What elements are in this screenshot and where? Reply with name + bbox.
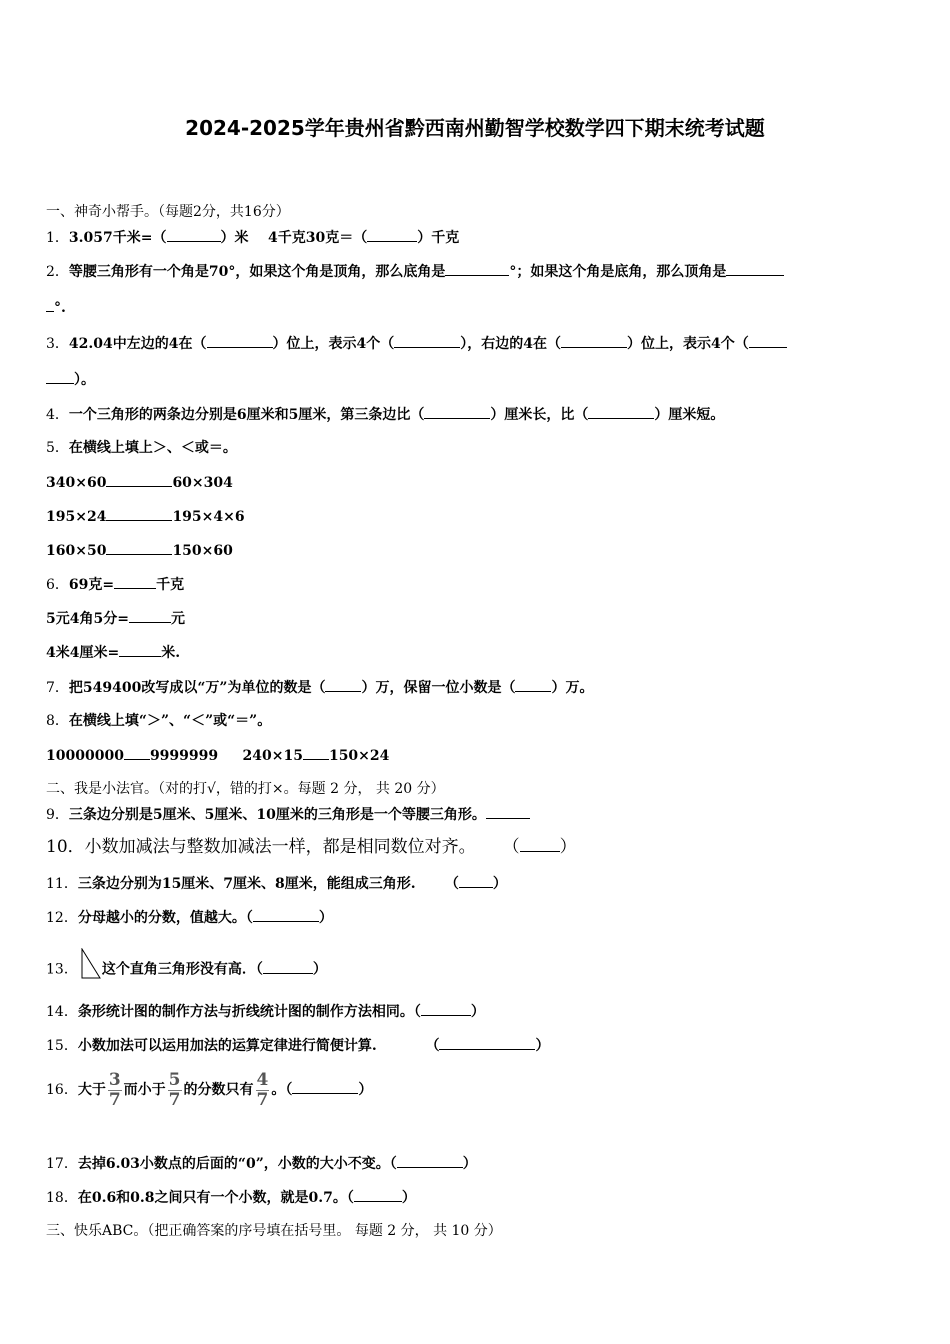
question-2 [46,261,784,282]
q8-num: 8． [46,713,69,729]
q16-text-a: 大于 [77,1082,106,1098]
q15-blank[interactable] [439,1035,535,1050]
fraction-4-7-numerator: 4 [256,1069,269,1090]
fraction-3-7-denominator: 7 [108,1089,121,1110]
q6-text-f: 米. [161,645,181,661]
q4-text-a: 一个三角形的两条边分别是6厘米和5厘米，第三条边比（ [68,407,425,423]
q12-blank[interactable] [253,907,319,922]
q3-blank-3[interactable] [561,333,627,348]
q5-num: 5． [46,440,69,456]
question-13 [46,948,327,991]
q5-row-3-right: 150×60 [172,543,233,559]
question-18 [46,1187,416,1208]
q14-text: 条形统计图的制作方法与折线统计图的制作方法相同。（ [77,1004,421,1020]
q3-blank-4b[interactable] [46,369,74,384]
q7-blank-1[interactable] [325,677,361,692]
q2-blank-1[interactable] [445,261,509,276]
q17-paren-close: ） [462,1156,477,1172]
question-11 [46,873,507,894]
q8-text: 在横线上填“＞”、“＜”或“＝”。 [68,713,272,729]
question-7 [46,677,593,698]
q5-row-1 [46,472,233,493]
question-10 [46,837,577,857]
q10-blank[interactable] [520,837,560,852]
q3-text-e: ）。 [74,372,95,388]
q8-left-1: 10000000 [46,748,124,764]
page-title: 2024-2025学年贵州省黔西南州勤智学校数学四下期末统考试题 [185,116,765,140]
q11-blank[interactable] [459,873,493,888]
question-17 [46,1153,477,1174]
q5-row-1-blank[interactable] [106,472,172,487]
q4-blank-1[interactable] [424,404,490,419]
q6-blank-3[interactable] [119,642,161,657]
question-8-line2 [46,745,389,766]
q17-blank[interactable] [397,1153,463,1168]
q3-num: 3． [46,336,69,352]
q5-row-3-blank[interactable] [106,540,172,555]
question-15 [46,1035,549,1056]
q16-blank[interactable] [292,1079,358,1094]
q2-text-b: °；如果这个角是底角，那么顶角是 [509,264,727,280]
section1-heading: 一、神奇小帮手。（每题2分，共16分） [46,204,290,220]
q13-num: 13． [46,961,78,978]
question-6 [46,574,184,595]
q9-num: 9． [46,807,69,823]
q15-num: 15． [46,1038,78,1054]
q10-num: 10． [46,837,85,857]
q15-paren-open: （ [425,1038,440,1054]
question-6-line2 [46,608,185,629]
question-12 [46,907,333,928]
q6-blank-2[interactable] [129,608,171,623]
q6-blank-1[interactable] [114,574,156,589]
q16-num: 16． [46,1082,78,1098]
q11-paren-close: ） [492,876,507,892]
section2-heading: 二、我是小法官。（对的打√，错的打×。每题 2 分， 共 20 分） [46,781,445,797]
q16-text-d: 。（ [271,1082,293,1098]
question-8 [46,711,271,731]
q18-num: 18． [46,1190,78,1206]
fraction-4-7 [256,1071,270,1110]
q5-row-2-blank[interactable] [106,506,172,521]
fraction-5-7-numerator: 5 [168,1069,181,1090]
q2-blank-2b[interactable] [46,297,54,312]
question-3 [46,333,787,354]
q4-text-b: ）厘米长，比（ [490,407,589,423]
q3-blank-4a[interactable] [749,333,787,348]
q10-text: 小数加减法与整数加减法一样，都是相同数位对齐。 [84,837,476,857]
q5-row-2-left: 195×24 [46,509,107,525]
q9-blank[interactable] [486,804,530,819]
q4-blank-2[interactable] [588,404,654,419]
q7-num: 7． [46,680,69,696]
q6-text-b: 千克 [156,577,185,593]
q13-blank[interactable] [263,959,313,974]
q10-paren-open: （ [502,837,520,857]
q16-text-c: 的分数只有 [183,1082,254,1098]
q10-paren-close: ） [559,837,577,857]
q13-text: 这个直角三角形没有高．（ [101,961,263,978]
q12-paren-close: ） [318,910,333,926]
question-1 [46,227,459,248]
q5-row-3 [46,540,233,561]
q18-blank[interactable] [354,1187,402,1202]
q5-row-2 [46,506,245,527]
q6-text-d: 元 [170,611,185,627]
q8-blank-1[interactable] [124,745,150,760]
q18-text: 在0.6和0.8之间只有一个小数，就是0.7。（ [77,1190,354,1206]
question-4 [46,404,724,425]
q7-blank-2[interactable] [515,677,551,692]
q14-num: 14． [46,1004,78,1020]
q3-text-d: ）位上，表示4个（ [627,336,749,352]
q2-text-a: 等腰三角形有一个角是70°，如果这个角是顶角，那么底角是 [68,264,446,280]
q6-text-a: 69克= [68,577,115,593]
question-9 [46,804,530,825]
q3-text-a: 42.04中左边的4在（ [68,336,207,352]
fraction-3-7-numerator: 3 [108,1069,121,1090]
q14-paren-close: ） [470,1004,485,1020]
q2-blank-2a[interactable] [726,261,784,276]
q16-text-b: 而小于 [123,1082,166,1098]
q11-num: 11． [46,876,78,892]
q1-text-d: ）千克 [417,230,460,246]
right-triangle-figure [78,948,102,991]
q1-text-a: 3.057千米=（ [68,230,167,246]
q9-text: 三条边分别是5厘米、5厘米、10厘米的三角形是一个等腰三角形。 [68,807,486,823]
q2-num: 2． [46,264,69,280]
q5-row-2-right: 195×4×6 [172,509,245,525]
q7-text-c: ）万。 [551,680,594,696]
q5-row-1-left: 340×60 [46,475,107,491]
q14-blank[interactable] [421,1001,471,1016]
q12-num: 12． [46,910,78,926]
q1-num: 1． [46,230,69,246]
q8-blank-2[interactable] [303,745,329,760]
fraction-4-7-denominator: 7 [256,1089,269,1110]
question-14 [46,1001,485,1022]
q2-text-c: °. [54,300,66,316]
q3-text-b: ）位上，表示4个（ [272,336,395,352]
q17-num: 17． [46,1156,78,1172]
q15-paren-close: ） [535,1038,550,1054]
question-3-cont [46,369,95,390]
q16-paren-close: ） [358,1082,373,1098]
q8-left-2: 240×15 [242,748,303,764]
question-16 [46,1068,372,1112]
q5-row-1-right: 60×304 [172,475,233,491]
q6-num: 6． [46,577,69,593]
q12-text: 分母越小的分数，值越大。（ [77,910,253,926]
q13-paren-close: ） [312,961,327,978]
q1-text-b: ）米 [220,230,249,246]
q4-num: 4． [46,407,69,423]
q4-text-c: ）厘米短。 [654,407,725,423]
q11-paren-open: （ [444,876,459,892]
q11-text: 三条边分别为15厘米、7厘米、8厘米，能组成三角形. [77,876,416,892]
q7-text-a: 把549400改写成以“万”为单位的数是（ [68,680,326,696]
q3-blank-1[interactable] [207,333,273,348]
fraction-5-7 [168,1071,182,1110]
question-5 [46,438,237,458]
q18-paren-close: ） [401,1190,416,1206]
q6-text-c: 5元4角5分= [46,611,129,627]
q17-text: 去掉6.03小数点的后面的“0”，小数的大小不变。（ [77,1156,397,1172]
q7-text-b: ）万，保留一位小数是（ [361,680,516,696]
q5-row-3-left: 160×50 [46,543,107,559]
q1-blank-1[interactable] [167,227,221,242]
fraction-5-7-denominator: 7 [168,1089,181,1110]
question-6-line3 [46,642,180,663]
section3-heading: 三、快乐ABC。（把正确答案的序号填在括号里。 每题 2 分， 共 10 分） [46,1223,502,1239]
q5-text: 在横线上填上＞、＜或＝。 [68,440,237,456]
q15-text: 小数加法可以运用加法的运算定律进行简便计算. [77,1038,377,1054]
q1-blank-2[interactable] [367,227,417,242]
q3-blank-2[interactable] [394,333,460,348]
question-2-cont [46,297,66,318]
q6-text-e: 4米4厘米= [46,645,120,661]
fraction-3-7 [108,1071,122,1110]
q8-right-1: 9999999 [149,748,219,764]
q1-text-c: 4千克30克＝（ [268,230,368,246]
q8-right-2: 150×24 [328,748,390,764]
q3-text-c: ），右边的4在（ [460,336,562,352]
